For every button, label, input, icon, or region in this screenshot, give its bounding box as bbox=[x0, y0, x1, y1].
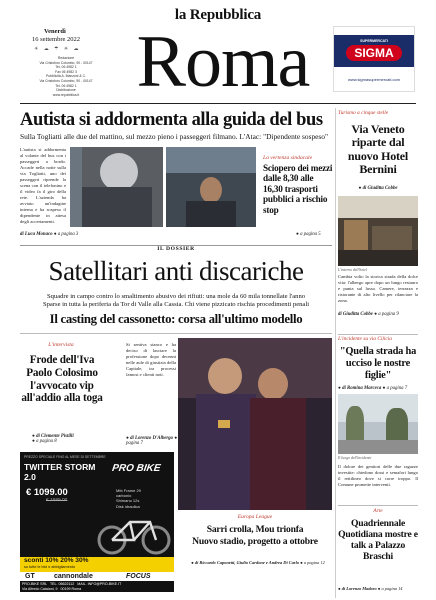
arte-byline: ● di Lorenzo Madaro ● a pagina 14 bbox=[338, 586, 403, 591]
ad-product: TWITTER STORM 2.0 bbox=[24, 462, 96, 482]
tourism-photo bbox=[338, 196, 418, 266]
accident-byline: ● di Romina Marceca ● a pagina 7 bbox=[338, 386, 408, 391]
lead-subhead: Sulla Togliatti alle due del mattino, sul mezzo pieno i passeggeri filmano. L'Atac: "Dipendente sospeso" bbox=[20, 132, 329, 141]
accident-kicker: L'incidente su via Cilicia bbox=[338, 336, 393, 342]
sport-kicker: Europa League bbox=[237, 514, 273, 520]
ad-top-line: PREZZO SPECIALE FINO AL MESE DI SETTEMBRE bbox=[24, 455, 106, 459]
sigma-sub: SUPERMERCATI bbox=[360, 39, 388, 43]
comment-kicker: L'intervista bbox=[48, 342, 74, 348]
sport-photo bbox=[178, 338, 332, 510]
strike-kicker: La vertenza sindacale bbox=[263, 155, 313, 161]
arte-story[interactable] bbox=[338, 508, 418, 596]
paper-name: la Repubblica bbox=[174, 7, 262, 23]
sport-headline[interactable]: Sarri crolla, Mou trionfa Nuovo stadio, progetto a ottobre bbox=[192, 524, 318, 547]
lead-byline: di Luca Monaco ● a pagina 3 bbox=[20, 232, 79, 237]
lead-story[interactable] bbox=[20, 107, 332, 255]
tourism-kicker: Turismo a cinque stelle bbox=[338, 110, 389, 116]
date-day: Venerdì bbox=[44, 28, 66, 35]
tourism-caption: L'interno dell'hotel bbox=[338, 268, 367, 272]
sigma-ad[interactable] bbox=[333, 26, 415, 92]
dossier-subhead: Squadre in campo contro lo smaltimento abusivo dei rifiuti: una mole da 60 mila tonnellate l'anno Sparse in tutta la periferia da Tor di Valle alla Cassia. Chi viene pizzicato rischia procedimenti penali bbox=[42, 293, 310, 309]
lead-body: L'autista si addormenta al volante del bus con i passeggeri a bordo. Accade nella notte sulla via Togliatti, uno dei passeggeri riprende la scena con il telefonino e il video fa il giro della rete. L'azienda ha avviato un'indagine interna e ha sospeso il dipendente in attesa degli accertamenti. bbox=[20, 147, 66, 224]
dossier-bottom-rule bbox=[20, 333, 332, 334]
tourism-body: Cambia volto la storica strada della dolce vita: l'albergo apre dopo un lungo restauro e punta sul lusso. Camere, terrazza e ristorante di alto livello per rilanciare la zona. bbox=[338, 274, 418, 303]
ad-brand-focus: FOCUS bbox=[126, 573, 151, 580]
ad-old-price: € 1699.00 bbox=[46, 498, 68, 503]
ad-brand-cannondale: cannondale bbox=[54, 573, 93, 580]
weather-icons: ☀ ☁ ☂ ☀ ☁ bbox=[34, 47, 81, 52]
ad-logo: PRO BIKE bbox=[111, 463, 162, 474]
accident-photo bbox=[338, 394, 418, 454]
bike-illustration bbox=[94, 508, 174, 556]
arte-rule bbox=[338, 505, 418, 506]
city-title: Roma bbox=[136, 21, 310, 103]
tourism-story[interactable] bbox=[338, 110, 418, 330]
lead-photo-bus bbox=[70, 147, 163, 227]
accident-body: Il dolore dei genitori delle due ragazze investite: chiedono dossi e semafori lungo il rettilineo dove si corre troppo. Il Comune promette interventi. bbox=[338, 464, 418, 487]
dossier-headline[interactable]: Satellitari anti discariche bbox=[48, 256, 304, 286]
ad-brand-gt: GT bbox=[25, 573, 35, 580]
lead-headline[interactable]: Autista si addormenta alla guida del bus bbox=[20, 110, 323, 130]
dossier-second-headline[interactable]: Il casting del cassonetto: corsa all'ultimo modello bbox=[49, 312, 303, 326]
probike-ad[interactable] bbox=[20, 452, 174, 592]
tourism-byline: ● di Giuditta Cobbe bbox=[358, 186, 398, 191]
sigma-logo: SIGMA bbox=[346, 45, 402, 61]
sigma-url: www.sigmasupermercati.com bbox=[347, 77, 400, 82]
comment-body: Si sentiva stanco e ha deciso di lasciare la professione dopo decenni nelle aule di giustizia della Capitale, tra processi famosi e clienti noti. bbox=[126, 342, 176, 377]
comment-byline-2: ● di Lorenzo D'Albergo ● pagina 7 bbox=[126, 436, 179, 446]
ad-price: € 1099.00 bbox=[26, 486, 68, 497]
dossier-label: IL DOSSIER bbox=[157, 246, 195, 252]
accident-story[interactable] bbox=[338, 336, 418, 502]
comment-headline[interactable]: Frode dell'Iva Paolo Colosimo l'avvocato vip all'addio alla toga bbox=[21, 354, 103, 405]
ad-discount: sconti 10% 20% 30% bbox=[24, 557, 89, 564]
date-full: 16 settembre 2022 bbox=[32, 36, 81, 43]
strike-headline[interactable]: Sciopero dei mezzi dalle 8,30 alle 16,30 trasporti pubblici a rischio stop bbox=[263, 163, 333, 215]
ad-specs: Mtb Frame 29 carbonio Shimano 12s Disk idraulica bbox=[116, 488, 141, 509]
comment-byline: ● di Clemente Pistilli ● a pagina 8 bbox=[32, 434, 74, 444]
masthead-rule bbox=[20, 103, 416, 104]
sport-byline: ● di Riccardo Caponetti, Giulio Cardone e Andrea Di Carlo ● a pagina 12 bbox=[191, 560, 325, 565]
ad-shop-info: PRO-BIKE SRL TEL. 06622112 MAIL. INFO@PRO-BIKE.IT Via Alfredo Catalani, 9 00199 Roma bbox=[22, 582, 122, 591]
lead-photo-driver bbox=[166, 147, 256, 227]
masthead-info: Redazione Via Cristoforo Colombo, 90 - 00147 Tel. 06 4982 1 Fax 06 4982 3 Pubblicità A. Manzoni & C. Via Cristoforo Colombo, 90 - 00147 Tel. 06 4982 1 Distribuzione www.repubblica.it bbox=[39, 56, 93, 97]
comment-story[interactable] bbox=[20, 338, 124, 448]
accident-rule bbox=[338, 334, 418, 335]
ad-discount-sub: su tutte le bici e abbigliamento bbox=[24, 565, 76, 569]
arte-kicker: Arte bbox=[373, 508, 383, 514]
accident-headline[interactable]: "Quella strada ha ucciso le nostre figlie" bbox=[339, 346, 417, 381]
arte-headline[interactable]: Quadriennale Quotidiana mostre e talk a Palazzo Braschi bbox=[338, 518, 418, 562]
tourism-headline[interactable]: Via Veneto riparte dal nuovo Hotel Bernini bbox=[347, 122, 409, 177]
tourism-byline-2: di Giuditta Cobbe ● a pagina 9 bbox=[338, 312, 399, 317]
accident-caption: Il luogo dell'incidente bbox=[338, 456, 372, 460]
strike-page-ref: ● a pagina 5 bbox=[296, 232, 321, 237]
column-rule bbox=[335, 108, 336, 598]
masthead bbox=[0, 0, 436, 106]
